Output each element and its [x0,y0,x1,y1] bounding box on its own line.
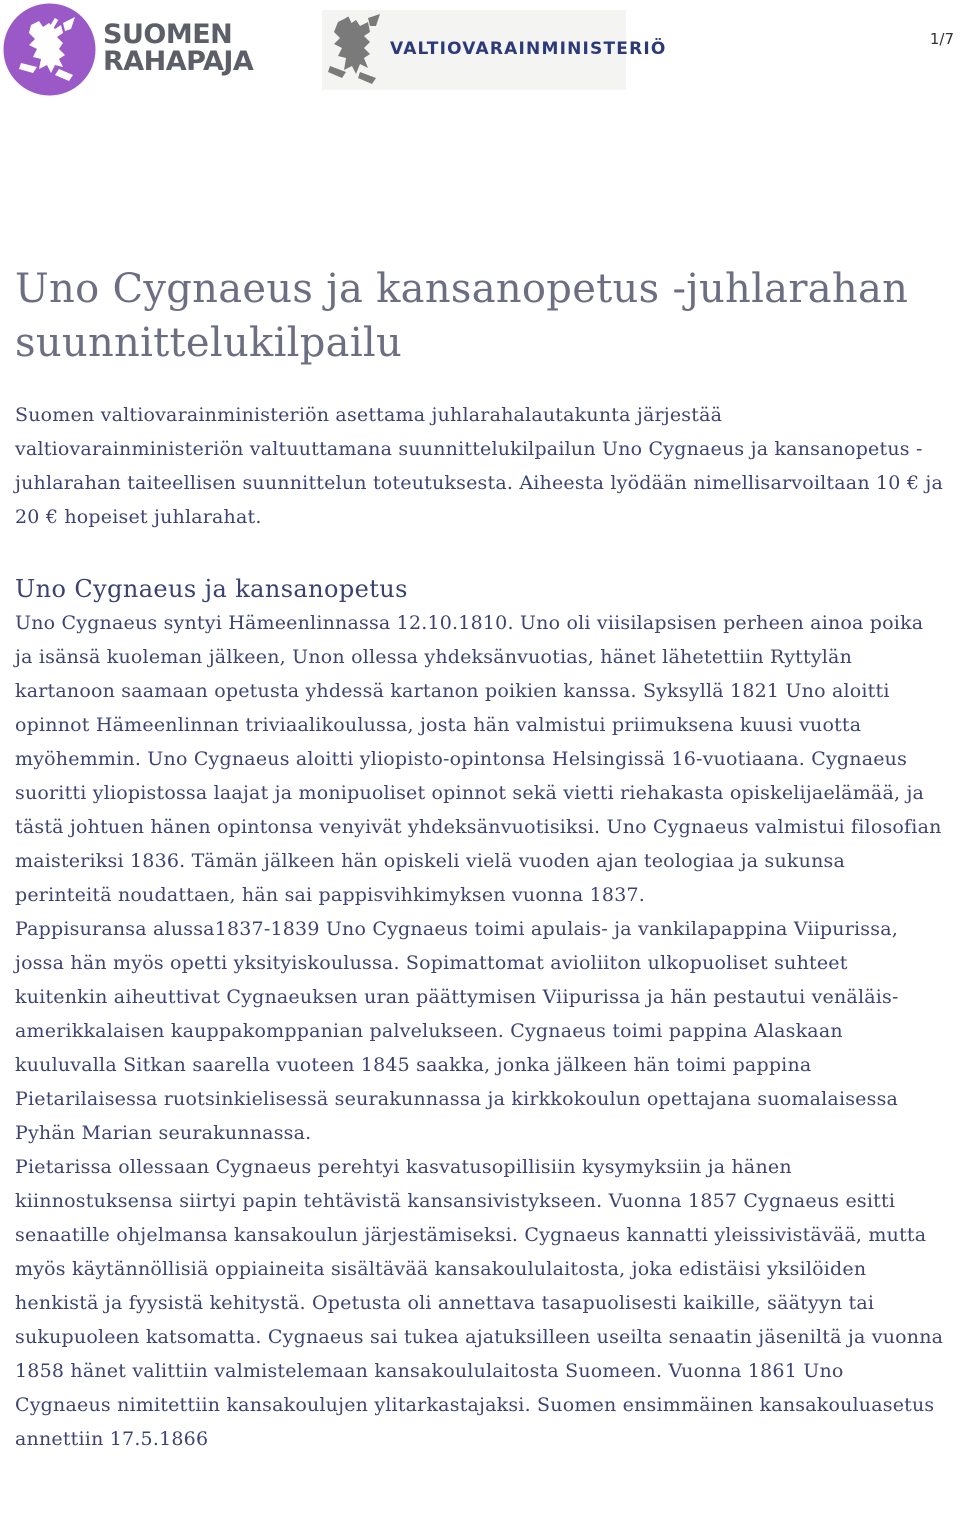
rahapaja-wordmark-line-2: RAHAPAJA [103,46,254,77]
page-number: 1/7 [929,30,954,48]
rahapaja-wordmark-line-1: SUOMEN [103,19,233,50]
intro-paragraph: Suomen valtiovarainministeriön asettama juhlarahalautakunta järjestää valtiovarainministeriön valtuuttamana suunnittelukilpailun Uno Cygnaeus ja kansanopetus -juhlarahan taiteellisen suunnittelun toteutuksesta. Aiheesta lyödään nimellisarvoiltaan 10 € ja 20 € hopeiset juhlarahat. [15,404,943,528]
ministry-wordmark: VALTIOVARAINMINISTERIÖ [390,39,667,59]
page-header [0,0,960,100]
body-paragraph-3: Pietarissa ollessaan Cygnaeus perehtyi kasvatusopillisiin kysymyksiin ja hänen kiinnostuksensa siirtyi papin tehtävistä kansansivistykseen. Vuonna 1857 Cygnaeus esitti senaatille ohjelmansa kansakoulun järjestämiseksi. Cygnaeus kannatti yleissivistävää, mutta myös käytännöllisiä oppiaineita sisältävää kansakoululaitosta, joka edistäisi yksilöiden henkistä ja fyysistä kehitystä. Opetusta oli annettava tasapuolisesti kaikille, säätyyn tai sukupuoleen katsomatta. Cygnaeus sai tukea ajatuksilleen useilta senaatin jäseniltä ja vuonna 1858 hänet valittiin valmistelemaan kansakoululaitosta Suomeen. Vuonna 1861 Uno Cygnaeus nimitettiin kansakoulujen ylitarkastajaksi. Suomen ensimmäinen kansakouluasetus annettiin 17.5.1866 [15,1156,944,1450]
rahapaja-wordmark [103,21,253,75]
finnish-lion-crest-icon [324,12,384,88]
page-title: Uno Cygnaeus ja kansanopetus -juhlarahan suunnittelukilpailu [15,266,909,366]
body-paragraph-2: Pappisuransa alussa1837-1839 Uno Cygnaeus toimi apulais- ja vankilapappina Viipurissa, jossa hän myös opetti yksityiskoulussa. Sopimattomat avioliiton ulkopuoliset suhteet kuitenkin aiheuttivat Cygnaeuksen uran päättymisen Viipurissa ja hän pestautui venäläis-amerikkalaisen kauppakomppanian palvelukseen. Cygnaeus toimi pappina Alaskaan kuuluvalla Sitkan saarella vuoteen 1845 saakka, jonka jälkeen hän toimi pappina Pietarilaisessa ruotsinkielisessä seurakunnassa ja kirkkokoulun opettajana suomalaisessa Pyhän Marian seurakunnassa. [15,918,899,1144]
valtiovarainministerio-logo[interactable] [322,10,667,90]
rahapaja-lion-emblem-icon [3,3,96,96]
section-heading: Uno Cygnaeus ja kansanopetus [15,575,408,603]
body-paragraph-1: Uno Cygnaeus syntyi Hämeenlinnassa 12.10.1810. Uno oli viisilapsisen perheen ainoa poika ja isänsä kuoleman jälkeen, Unon ollessa yhdeksänvuotias, hänet lähetettiin Ryttylän kartanoon saamaan opetusta yhdessä kartanon poikien kanssa. Syksyllä 1821 Uno aloitti opinnot Hämeenlinnan triviaalikoulussa, josta hän valmistui priimuksena kuusi vuotta myöhemmin. Uno Cygnaeus aloitti yliopisto-opintonsa Helsingissä 16-vuotiaana. Cygnaeus suoritti yliopistossa laajat ja monipuoliset opinnot sekä vietti riehakasta opiskelijaelämää, ja tästä johtuen hänen opintonsa venyivät yhdeksänvuotisiksi. Uno Cygnaeus valmistui filosofian maisteriksi 1836. Tämän jälkeen hän opiskeli vielä vuoden ajan teologiaa ja sukunsa perinteitä noudattaen, hän sai pappisvihkimyksen vuonna 1837. [15,612,942,906]
article-content [15,262,945,1456]
suomen-rahapaja-logo[interactable] [3,3,253,97]
